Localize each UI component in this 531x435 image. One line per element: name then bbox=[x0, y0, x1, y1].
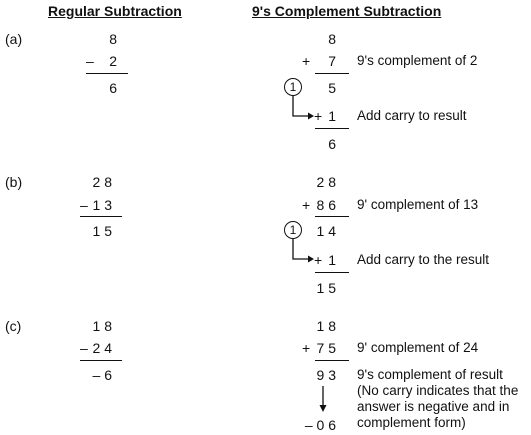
complement-minuend-c: 1 8 bbox=[316, 318, 336, 334]
complement-value-a: 7 bbox=[328, 53, 336, 69]
regular-subtrahend-b: 1 3 bbox=[92, 197, 112, 213]
carry-circle-b: 1 bbox=[284, 221, 302, 239]
complement-final-b: 1 5 bbox=[316, 280, 336, 296]
carry-label-a: Add carry to result bbox=[357, 108, 467, 123]
regular-minuend-b: 2 8 bbox=[92, 174, 112, 190]
result-note-line-1: 9's complement of result bbox=[357, 367, 503, 382]
complement-sum-c: 9 3 bbox=[316, 367, 336, 383]
complement-operator-a: + bbox=[302, 53, 311, 69]
regular-subtrahend-c: 2 4 bbox=[92, 340, 112, 356]
complement-operator-c: + bbox=[302, 340, 311, 356]
example-label-b: (b) bbox=[5, 174, 23, 190]
regular-result-b: 1 5 bbox=[92, 223, 112, 239]
complement-value-b: 8 6 bbox=[316, 197, 336, 213]
regular-operator-b: – bbox=[80, 197, 88, 213]
complement-minuend-b: 2 8 bbox=[316, 174, 336, 190]
complement-minuend-a: 8 bbox=[328, 31, 336, 47]
example-label-a: (a) bbox=[5, 31, 23, 47]
complement-label-c: 9' complement of 24 bbox=[357, 340, 479, 355]
carry-circle-a: 1 bbox=[284, 78, 302, 96]
complement-final-a: 6 bbox=[328, 136, 336, 152]
complement-operator-b: + bbox=[302, 197, 311, 213]
complement-sum-b: 1 4 bbox=[316, 223, 336, 239]
carry-operator-a: + bbox=[314, 108, 323, 124]
regular-minuend-c: 1 8 bbox=[92, 318, 112, 334]
example-label-c: (c) bbox=[5, 318, 22, 334]
regular-operator-a: – bbox=[86, 53, 94, 69]
result-note-line-4: complement form) bbox=[357, 415, 466, 430]
regular-result-c: – 6 bbox=[92, 367, 112, 383]
regular-subtrahend-a: 2 bbox=[109, 53, 117, 69]
regular-subtraction-header: Regular Subtraction bbox=[48, 3, 182, 19]
result-note-line-2: (No carry indicates that the bbox=[357, 383, 519, 398]
regular-result-a: 6 bbox=[109, 80, 117, 96]
carry-operator-b: + bbox=[314, 252, 323, 268]
complement-final-c: – 0 6 bbox=[304, 417, 336, 433]
complement-value-c: 7 5 bbox=[316, 340, 336, 356]
carry-value-b: 1 bbox=[328, 252, 336, 268]
carry-label-b: Add carry to the result bbox=[357, 252, 490, 267]
regular-operator-c: – bbox=[80, 340, 88, 356]
complement-label-a: 9's complement of 2 bbox=[357, 53, 478, 68]
complement-label-b: 9' complement of 13 bbox=[357, 197, 479, 212]
regular-minuend-a: 8 bbox=[109, 31, 117, 47]
result-note-line-3: answer is negative and in bbox=[357, 399, 510, 414]
carry-value-a: 1 bbox=[328, 108, 336, 124]
complement-subtraction-header: 9's Complement Subtraction bbox=[252, 3, 442, 19]
complement-sum-a: 5 bbox=[328, 80, 336, 96]
